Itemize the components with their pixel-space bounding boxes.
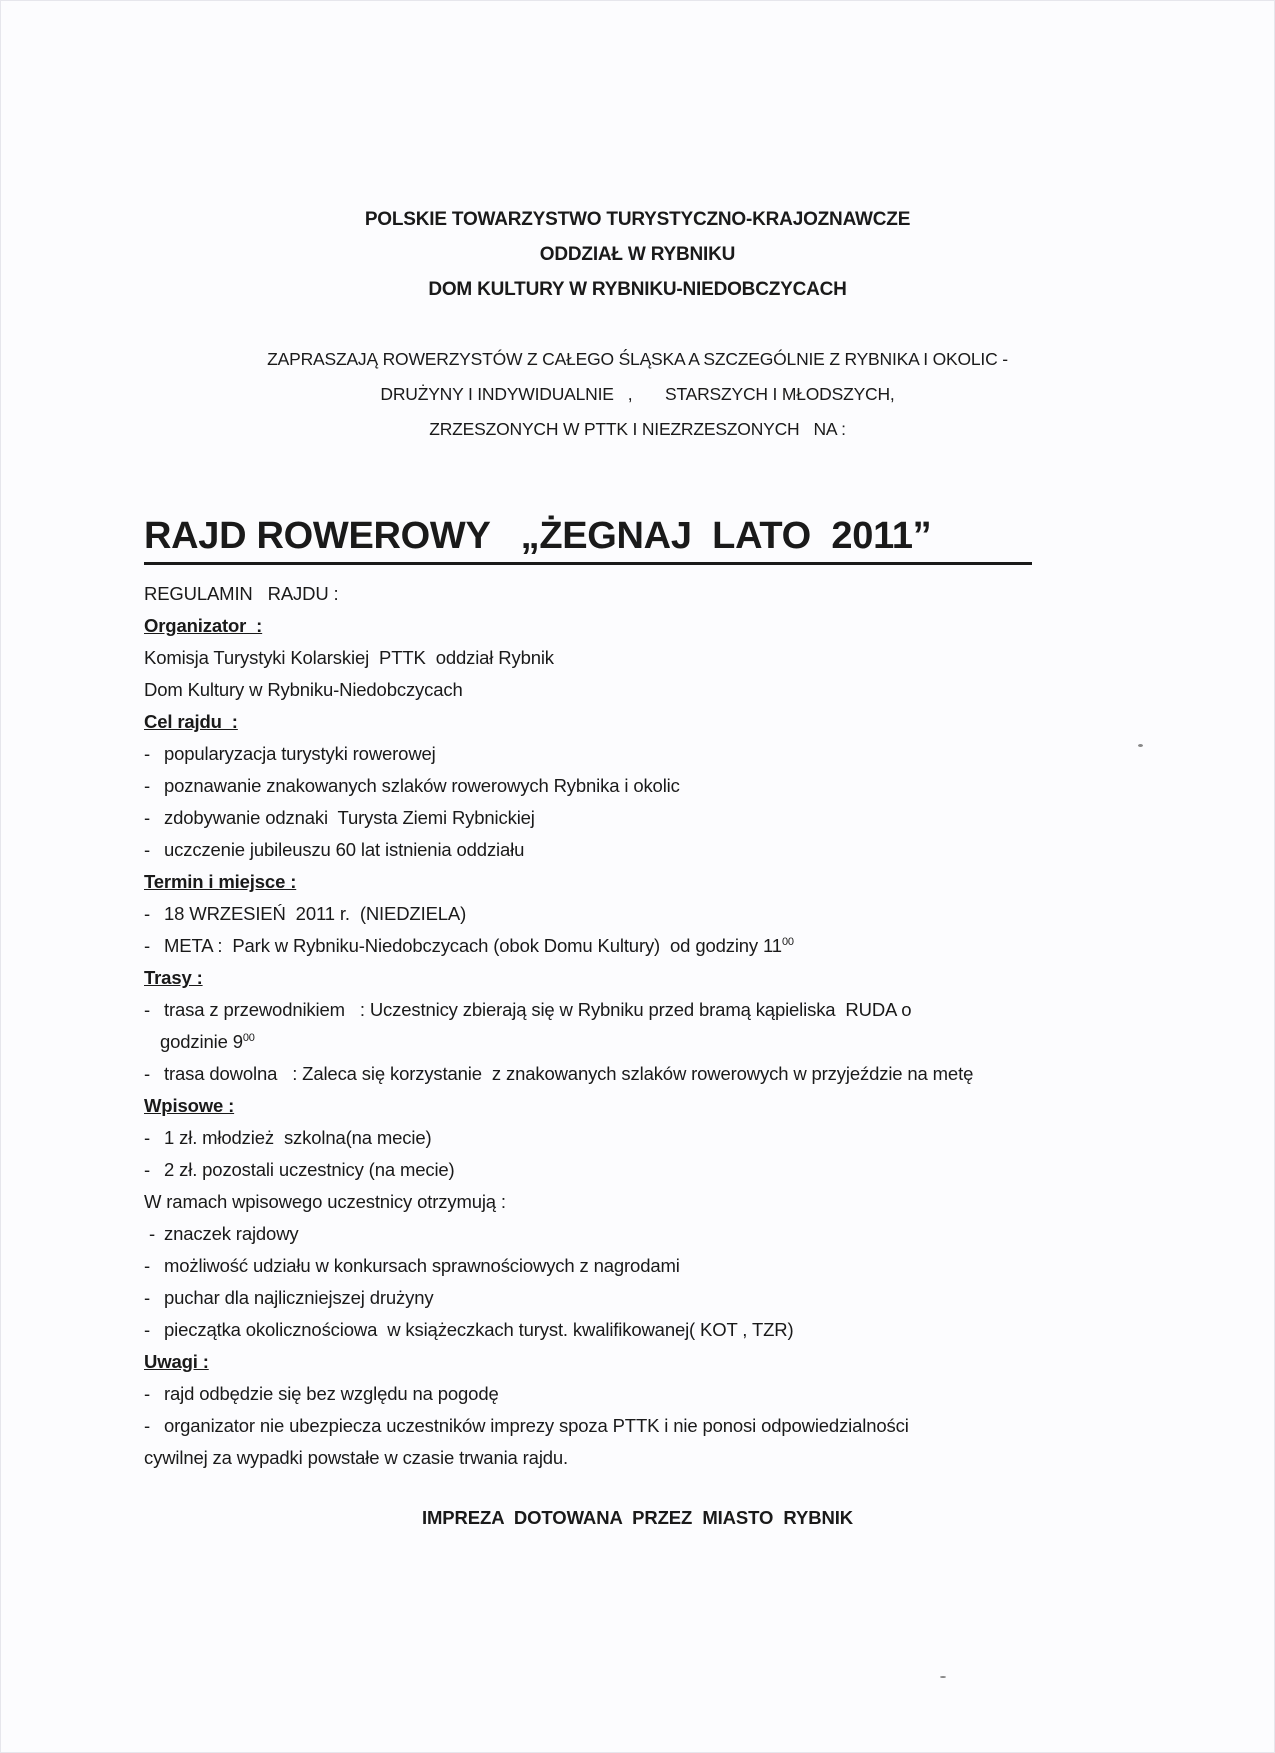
rules-body [144,578,1144,1474]
list-item: - trasa z przewodnikiem : Uczestnicy zbierają się w Rybniku przed bramą kąpieliska RUDA o [144,999,912,1020]
section-heading-uwagi: Uwagi : [144,1351,209,1372]
list-item-text: 1 zł. młodzież szkolna(na mecie) [164,1127,432,1148]
list-item-text: puchar dla najliczniejszej drużyny [164,1287,434,1308]
invite-line: ZAPRASZAJĄ ROWERZYSTÓW Z CAŁEGO ŚLĄSKA A SZCZEGÓLNIE Z RYBNIKA I OKOLIC - [267,349,1008,369]
list-item-text: popularyzacja turystyki rowerowej [164,743,436,764]
organizer-line: Komisja Turystyki Kolarskiej PTTK oddział Rybnik [144,647,554,668]
list-item-text: godzinie 9 [160,1031,243,1052]
list-item-text: możliwość udziału w konkursach sprawnościowych z nagrodami [164,1255,680,1276]
list-item: - uczczenie jubileuszu 60 lat istnienia oddziału [144,839,525,860]
section-heading-wpisowe: Wpisowe : [144,1095,235,1116]
list-item-text: trasa dowolna : Zaleca się korzystanie z znakowanych szlaków rowerowych w przyjeździe na metę [164,1063,974,1084]
event-title: RAJD ROWEROWY „ŻEGNAJ LATO 2011” [144,511,1032,565]
list-item: - 18 WRZESIEŃ 2011 r. (NIEDZIELA) [144,903,467,924]
section-heading-cel: Cel rajdu : [144,711,238,732]
header-line: ODDZIAŁ W RYBNIKU [539,244,736,265]
list-item-continuation [144,1026,1144,1058]
list-item: - META : Park w Rybniku-Niedobczycach (obok Domu Kultury) od godziny $11^{00}$ [144,935,794,956]
list-item: - zdobywanie odznaki Turysta Ziemi Rybnickiej [144,807,535,828]
wpisowe-intro: W ramach wpisowego uczestnicy otrzymują : [144,1191,506,1212]
header-line: POLSKIE TOWARZYSTWO TURYSTYCZNO-KRAJOZNAWCZE [364,209,911,230]
list-item-text: organizator nie ubezpiecza uczestników imprezy spoza PTTK i nie ponosi odpowiedzialności [164,1415,909,1436]
list-item-text: 18 WRZESIEŃ 2011 r. (NIEDZIELA) [164,903,467,924]
list-item: - 1 zł. młodzież szkolna(na mecie) [144,1127,432,1148]
section-heading-organizator: Organizator : [144,615,263,636]
list-item-text: zdobywanie odznaki Turysta Ziemi Rybnickiej [164,807,535,828]
list-item: - pieczątka okolicznościowa w książeczkach turyst. kwalifikowanej( KOT , TZR) [144,1319,794,1340]
list-item: - rajd odbędzie się bez względu na pogodę [144,1383,499,1404]
time-superscript: 00 [781,935,794,948]
header-line: DOM KULTURY W RYBNIKU-NIEDOBCZYCACH [428,279,847,300]
scan-speck [940,1676,946,1678]
list-item: - znaczek rajdowy [144,1223,299,1244]
list-item-text: rajd odbędzie się bez względu na pogodę [164,1383,499,1404]
list-item: - 2 zł. pozostali uczestnicy (na mecie) [144,1159,455,1180]
section-heading-termin: Termin i miejsce : [144,871,297,892]
sponsor-note: IMPREZA DOTOWANA PRZEZ MIASTO RYBNIK [421,1507,854,1528]
list-item-text: znaczek rajdowy [164,1223,299,1244]
list-item-text: poznawanie znakowanych szlaków rowerowych Rybnika i okolic [164,775,680,796]
list-item: - puchar dla najliczniejszej drużyny [144,1287,434,1308]
list-item-text: 2 zł. pozostali uczestnicy (na mecie) [164,1159,455,1180]
scan-speck [1138,744,1143,747]
list-item: - poznawanie znakowanych szlaków rowerowych Rybnika i okolic [144,775,680,796]
invitation-text [0,342,1275,447]
list-item-text: pieczątka okolicznościowa w książeczkach turyst. kwalifikowanej( KOT , TZR) [164,1319,794,1340]
list-item: - trasa dowolna : Zaleca się korzystanie z znakowanych szlaków rowerowych w przyjeździe na metę [144,1063,974,1084]
organizer-line: Dom Kultury w Rybniku-Niedobczycach [144,679,463,700]
list-item-text: trasa z przewodnikiem : Uczestnicy zbierają się w Rybniku przed bramą kąpieliska RUDA o [164,999,912,1020]
section-heading-trasy: Trasy : [144,967,203,988]
list-item: - możliwość udziału w konkursach sprawnościowych z nagrodami [144,1255,680,1276]
list-item-text: uczczenie jubileuszu 60 lat istnienia oddziału [164,839,525,860]
rules-heading: REGULAMIN RAJDU : [144,583,339,604]
list-item-text: META : Park w Rybniku-Niedobczycach (obok Domu Kultury) od godziny 11 [164,935,782,956]
time-superscript: 00 [242,1031,255,1044]
list-item: - organizator nie ubezpiecza uczestników imprezy spoza PTTK i nie ponosi odpowiedzialności [144,1415,909,1436]
list-item: - popularyzacja turystyki rowerowej [144,743,436,764]
list-item-continuation: cywilnej za wypadki powstałe w czasie trwania rajdu. [144,1447,569,1468]
invite-line: DRUŻYNY I INDYWIDUALNIE , STARSZYCH I MŁODSZYCH, [380,384,895,404]
organizer-header [0,202,1275,307]
invite-line: ZRZESZONYCH W PTTK I NIEZRZESZONYCH NA : [429,419,846,439]
